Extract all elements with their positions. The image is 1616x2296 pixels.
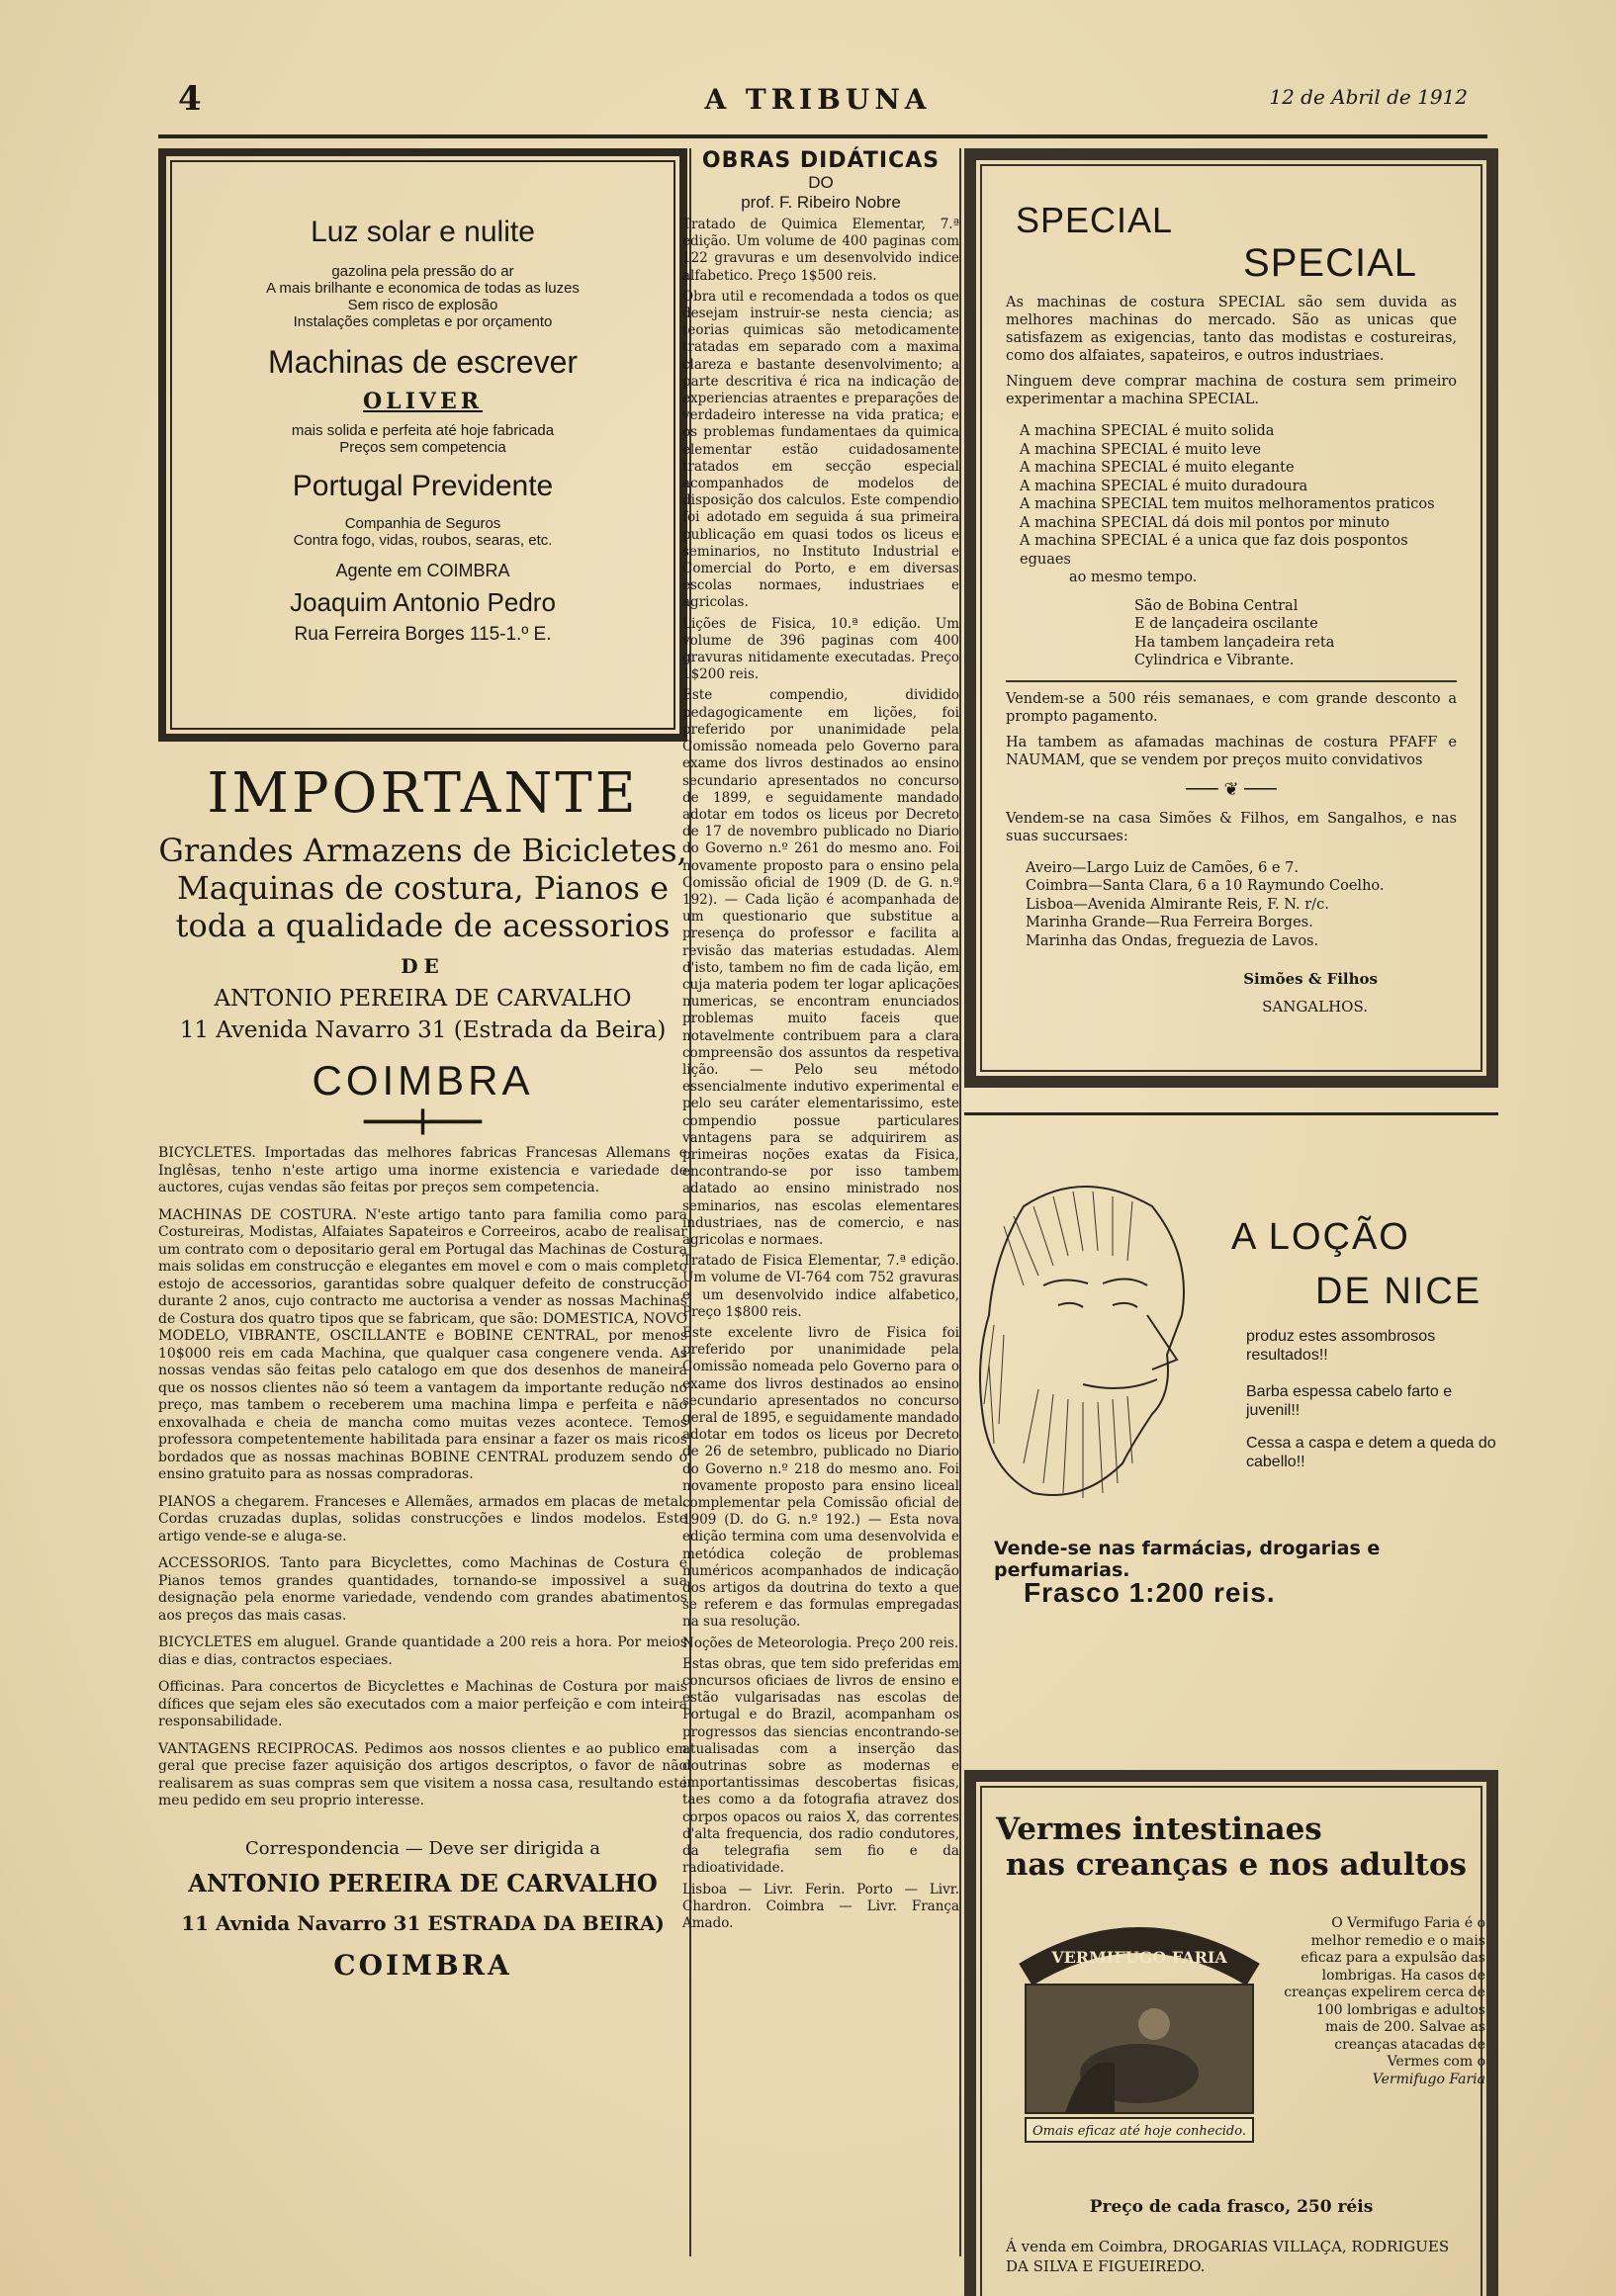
correspondence-name: ANTONIO PEREIRA DE CARVALHO [188,1868,658,1898]
feature-item: A machina SPECIAL é muito solida [1020,423,1275,439]
correspondence-line: Correspondencia — Deve ser dirigida a [245,1837,600,1859]
books-title: OBRAS DIDÁTICAS [701,148,941,173]
column-left [158,148,687,1982]
merchant-address: 11 Avenida Navarro 31 (Estrada da Beira) [179,1017,667,1043]
signature-place: SANGALHOS. [1262,998,1368,1016]
special-title: SPECIAL [1016,200,1174,240]
bobbin-item: Cylindrica e Vibrante. [1134,653,1295,668]
special-paragraph: Ninguem deve comprar machina de costura sem primeiro experimentar a machina SPECIAL. [1006,374,1457,407]
special-title: SPECIAL [1243,241,1417,285]
branch-item: Marinha das Ondas, freguezia de Lavos. [1026,932,1319,949]
book-entry: Lições de Fisica, 10.ª edição. Um volume de 396 paginas com 400 gravuras nitidamente executadas. Preço 1$200 reis. [682,615,959,683]
special-paragraph: Ha tambem as afamadas machinas de costura PFAFF e NAUMAM, que se vendem por preços muito convidativos [1006,734,1457,768]
correspondence-address: 11 Avnida Navarro 31 ESTRADA DA BEIRA) [181,1910,665,1935]
ad-line: gazolina pela pressão do ar [331,263,514,280]
locao-claim: produz estes assombrosos resultados!! [1246,1328,1436,1364]
agent-address: Rua Ferreira Borges 115-1.º E. [294,624,552,645]
vermes-price: Preço de cada frasco, 250 réis [1089,2197,1374,2217]
ad-headline: Portugal Previdente [292,470,554,502]
vermes-description: O Vermifugo Faria é o melhor remedio e o mais eficaz para a expulsão das lombrigas. Ha casos de creanças expelirem cerca de 100 lombrigas e adultos mais de 200. Salvae as creanças atacadas de Vermes com o [1284,1915,1485,2070]
feature-item: A machina SPECIAL dá dois mil pontos por minuto [1020,514,1390,531]
ad-line: Preços sem competencia [339,439,506,456]
special-paragraph: Vendem-se a 500 réis semanaes, e com grande desconto a prompto pagamento. [1006,690,1457,725]
special-ad [964,148,1498,1088]
signature-firm: Simões & Filhos [1243,970,1378,988]
branch-list [1026,859,1457,951]
brand-name: OLIVER [362,389,484,414]
importante-subtitle: Grandes Armazens de Bicicletes, [158,832,687,869]
feature-item: ao mesmo tempo. [1069,570,1198,585]
oliver-ad [158,148,687,742]
vermes-text [1283,1915,1485,2088]
feature-item: A machina SPECIAL é muito duradoura [1020,478,1308,494]
importante-subtitle: Maquinas de costura, Pianos e [176,869,670,907]
special-features [1020,422,1457,587]
column-divider [959,148,961,2256]
column-right [964,148,1498,2274]
vermes-sale: Á venda em Coimbra, DROGARIAS VILLAÇA, RODRIGUES DA SILVA E FIGUEIREDO. [1006,2238,1450,2275]
newspaper-title: A TRIBUNA [704,83,932,116]
ornament-divider: ━━━━╋━━━━ [363,1110,483,1135]
vermes-title: Vermes intestinaes [996,1811,1322,1847]
ad-line: Agente em COIMBRA [335,561,510,580]
paragraph-pianos: PIANOS a chegarem. Franceses e Allemães, armados em placas de metal. Cordas cruzadas duplas, solidas construcções e lindos modelos. Este artigo vende-se e aluga-se. [158,1493,687,1545]
importante-de: DE [401,954,445,978]
section-rule [964,1112,1498,1115]
vermifugo-illustration [1006,1915,1273,2153]
feature-item: A machina SPECIAL tem muitos melhoramentos praticos [1020,496,1435,512]
book-description: Obra util e recomendada a todos os que desejam instruir-se nesta ciencia; as teorias quimicas são metodicamente tratadas em separado com a maxima clareza e bastante desenvolvimento; a parte descritiva é rica na indicação de experiencias atraentes e preparações de verdadeiro interesse na vida pratica; e os problemas fundamentaes da quimica elementar estão cuidadosamente tratados em secção especial acompanhados de modelos de disposição dos calculos. Este compendio foi adotado em seguida á sua primeira publicação em quasi todos os liceus e seminarios, no Instituto Industrial e Comercial do Porto, e em diversas escolas normaes, industriaes e agricolas. [682,288,959,611]
importante-subtitle: toda a qualidade de acessorios [175,907,671,944]
locao-sale: Vende-se nas farmácias, drogarias e perfumarias. [994,1538,1381,1581]
importante-title: IMPORTANTE [207,761,639,826]
bobbin-item: São de Bobina Central [1134,597,1299,614]
ad-line: mais solida e perfeita até hoje fabricada [291,422,555,439]
paragraph-machinas: MACHINAS DE COSTURA. N'este artigo tanto para familia como para Costureiras, Modistas, Alfaiates Sapateiros e Correeiros, acabo de realisar um contrato com o depositario geral em Portugal das Machinas de Costura mais solidas em construcção e elegantes em movel e com o mais completo estojo de accessorios, garantidas sobre qualquer defeito de construcção durante 2 anos, cujo contracto me auctorisa a vender as nossas Machinas de Costura dos quatro tipos que se fabricam, que são: DOMESTICA, NOVO MODELO, VIBRANTE, OSCILLANTE e BOBINE CENTRAL, por menos 10$000 reis em cada Machina, que qualquer casa congenere venda. As nossas vendas são feitas pelo catalogo em que dos desenhos de maneira que os nossos clientes não só teem a vantagem da importante redução no preço, mas tambem o receberem uma machina limpa e perfeita e não enxovalhada e cheia de mancha como muitas vezes acontece. Temos professora competentemente habilitada para ensinar a fazer os mais ricos bordados que as nossas machinas BOBINE CENTRAL produzem sendo o ensino gratuito para as nossas compradoras. [158,1206,687,1482]
locao-claim: Barba espessa cabelo farto e juvenil!! [1246,1383,1453,1419]
ad-line: Companhia de Seguros [344,515,501,532]
book-entry: Tratado de Quimica Elementar, 7.ª edição. Um volume de 400 paginas com 122 gravuras e um desenvolvido indice alfabetico. Preço 1$500 reis. [682,217,959,284]
column-middle [682,148,959,1932]
feature-item: A machina SPECIAL é a unica que faz dois pospontos eguaes [1020,533,1408,568]
issue-date: 12 de Abril de 1912 [1269,85,1468,109]
special-paragraph: Vendem-se na casa Simões & Filhos, em Sangalhos, e nas suas succursaes: [1006,810,1457,844]
special-bobbins [1134,597,1457,670]
locao-price: Frasco 1:200 reis. [1024,1577,1276,1608]
ad-line: Sem risco de explosão [347,297,498,313]
merchant-city: COIMBRA [312,1057,534,1104]
book-entry: Noções de Meteorologia. Preço 200 reis. [682,1634,959,1651]
special-paragraph: As machinas de costura SPECIAL são sem duvida as melhores machinas do mercado. São as unicas que satisfazem as exigencias, tanto das modistas e costureiras, como dos alfaiates, sapateiros, e outros industriaes. [1006,295,1457,364]
bookshops: Lisboa — Livr. Ferin. Porto — Livr. Chardron. Coimbra — Livr. França Amado. [682,1881,959,1931]
vermes-brand: Vermifugo Faria [1372,2071,1485,2087]
vermifugo-slogan: Omais eficaz até hoje conhecido. [1032,2124,1246,2139]
ad-headline: Machinas de escrever [267,344,579,380]
book-description: Este compendio, dividido pedagogicamente em lições, foi preferido por unanimidade pela Comissão nomeada pelo Governo para exame dos livros destinados ao ensino secundario apresentados no concurso de 1899, e seguidamente mandado adotar em todos os liceus por Decreto de 17 de novembro publicado no Diario do Governo n.º 261 do mesmo ano. Foi novamente proposto para o ensino pela Comissão oficial de 1909 (D. de G. n.º 192). — Cada lição é acompanhada de um questionario que substitue a presença do professor e facilita a revisão das materias estudadas. Alem d'isto, tambem no fim de cada lição, em cuja materia podem ter logar aplicações numericas, se encontram enunciados problemas muito faceis que notavelmente contribuem para a clara compreensão dos assuntos da respetiva lição. — Pelo seu método essencialmente indutivo experimental e pelo seu caráter elementarissimo, este compendio possue particulares vantagens para se adquirirem as primeiras noções exatas da Fisica, encontrando-se por isso tambem adatado ao ensino ministrado nos seminarios, nas escolas elementares industriaes, nas de comercio, e nas agricolas e normaes. [682,687,959,1248]
book-description: Estas obras, que tem sido preferidas em concursos oficiaes de livros de ensino e estão vulgarisadas nas escolas de Portugal e do Brazil, acompanham os progressos das siencias encontrando-se atualisadas com a inserção das doutrinas sobre as modernas e importantissimas descobertas fisicas, taes como a da fotografia atravez dos corpos opacos ou raios X, das correntes d'alta frequencia, dos radio condutores, da telegrafia sem fio e da radioatividade. [682,1655,959,1877]
branch-item: Marinha Grande—Rua Ferreira Borges. [1026,915,1313,930]
book-entry: Tratado de Fisica Elementar, 7.ª edição. Um volume de VI-764 com 752 gravuras e um desenvolvido indice alfabetico, Preço 1$800 reis. [682,1253,959,1320]
vermifugo-label: VERMIFUGO FARIA [1051,1948,1227,1967]
paragraph-aluguel: BICYCLETES em aluguel. Grande quantidade a 200 reis a hora. Por meios dias e dias, contractos especiaes. [158,1634,687,1668]
bobbin-item: E de lançadeira oscilante [1134,616,1318,632]
locao-claim: Cessa a caspa e detem a queda do cabello!! [1246,1435,1496,1470]
books-author: prof. F. Ribeiro Nobre [741,193,901,212]
agent-name: Joaquim Antonio Pedro [290,587,556,617]
bobbin-item: Ha tambem lançadeira reta [1134,634,1335,651]
locao-ad [964,1137,1498,1632]
merchant-name: ANTONIO PEREIRA DE CARVALHO [214,986,632,1012]
correspondence-city: COIMBRA [333,1948,512,1982]
vermes-title: nas creanças e nos adultos [1005,1847,1467,1883]
ad-rule [1006,680,1457,682]
vermes-ad [964,1770,1498,2296]
ornament-divider: ─── ❦ ─── [1186,778,1277,800]
feature-item: A machina SPECIAL é muito elegante [1020,460,1295,476]
paragraph-bicycletes: BICYCLETES. Importadas das melhores fabricas Francesas Allemans e Inglêsas, tenho n'este artigo uma inorme existencia e variedade de auctores, cujas vendas são feitas por preços sem competencia. [158,1145,687,1195]
branch-item: Coimbra—Santa Clara, 6 a 10 Raymundo Coelho. [1026,878,1385,894]
branch-item: Aveiro—Largo Luiz de Camões, 6 e 7. [1026,859,1299,876]
paragraph-accessorios: ACCESSORIOS. Tanto para Bicyclettes, como Machinas de Costura e Pianos temos grandes quantidades, tornando-se impossivel a sua designação pela enorme variedade, vendendo com grandes abatimentos aos preços das mais casas. [158,1555,687,1624]
ad-line: Contra fogo, vidas, roubos, searas, etc. [293,532,553,549]
ad-line: A mais brilhante e economica de todas as luzes [266,280,580,297]
ad-line: Instalações completas e por orçamento [293,313,553,330]
paragraph-officinas: Officinas. Para concertos de Bicyclettes e Machinas de Costura por mais dífices que sejam eles são executados com a maior perfeição e com inteira responsabilidade. [158,1679,687,1729]
page-header [168,79,1468,119]
feature-item: A machina SPECIAL é muito leve [1020,441,1262,458]
header-rule [158,134,1487,138]
book-description: Este excelente livro de Fisica foi preferido por unanimidade pela Comissão nomeada pelo Governo para o exame dos livros destinados ao ensino secundario apresentados no concurso geral de 1895, e seguidamente mandado adotar em todos os liceus por Decreto de 26 de setembro, publicado no Diario do Governo n.º 218 do mesmo ano. Foi novamente proposto para ensino liceal complementar pela Comissão oficial de 1909 (D. do G. n.º 192.) — Esta nova edição termina com uma desenvolvida e metódica coleção de problemas numéricos acompanhados de indicação dos artigos da doutrina do texto a que se referem e das formulas empregadas na sua resolução. [682,1325,959,1631]
page-number: 4 [178,79,202,119]
books-do: DO [808,173,834,192]
bearded-man-portrait [964,1167,1212,1523]
ad-headline: Luz solar e nulite [311,216,535,248]
branch-item: Lisboa—Avenida Almirante Reis, F. N. r/c. [1026,896,1329,913]
locao-title: A LOÇÃO [1231,1216,1410,1258]
paragraph-vantagens: VANTAGENS RECIPROCAS. Pedimos aos nossos clientes e ao publico em geral que precise fazer aquisição dos artigos descriptos, o favor de não realisarem as suas compras sem que visitem a nossa casa, resultando este meu pedido em seu proprio interesse. [158,1740,687,1809]
locao-title: DE NICE [1315,1271,1482,1312]
